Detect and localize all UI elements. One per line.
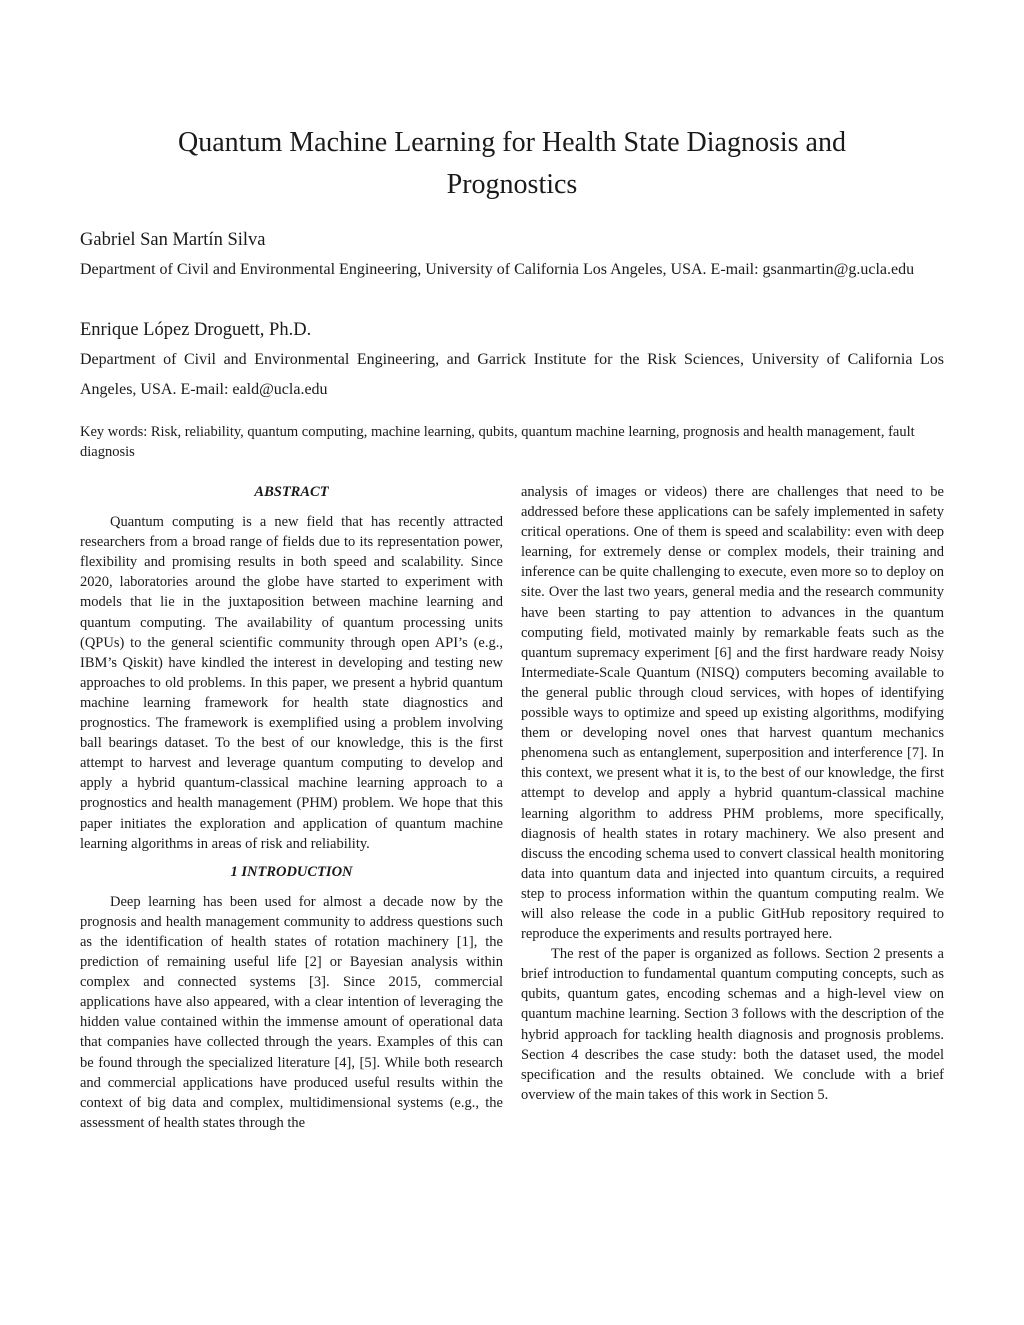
- author-name-1: Gabriel San Martín Silva: [80, 230, 266, 250]
- introduction-heading: 1 INTRODUCTION: [230, 863, 353, 880]
- abstract-heading: ABSTRACT: [254, 484, 329, 500]
- right-column: [521, 482, 944, 1105]
- author-affiliation-2: Department of Civil and Environmental Engineering, and Garrick Institute for the Risk Sciences, University of California Los Angeles, USA. E-mail: eald@ucla.edu: [80, 351, 944, 398]
- abstract-text: Quantum computing is a new field that has recently attracted researchers from a broad range of fields due to its representation power, flexibility and promising results in both speed and scalability. Since 2020, laboratories around the globe have started to experiment with models that lie in the juxtaposition between machine learning and quantum computing. The availability of quantum processing units (QPUs) to the general scientific community through open API’s (e.g., IBM’s Qiskit) have kindled the interest in developing and testing new approaches to old problems. In this paper, we present a hybrid quantum machine learning framework for health state diagnostics and prognostics. The framework is exemplified using a problem involving ball bearings dataset. To the best of our knowledge, this is the first attempt to harvest and leverage quantum computing to develop and apply a hybrid quantum-classical machine learning approach to a prognostics and health management (PHM) problem. We hope that this paper initiates the exploration and application of quantum machine learning algorithms in areas of risk and reliability.: [80, 514, 503, 852]
- introduction-paragraph-2: The rest of the paper is organized as follows. Section 2 presents a brief introduction to fundamental quantum computing concepts, such as qubits, quantum gates, encoding schemas and a high-level view on quantum machine learning. Section 3 follows with the description of the hybrid approach for tackling health diagnosis and prognosis problems. Section 4 describes the case study: both the dataset used, the model specification and the results obtained. We conclude with a brief overview of the main takes of this work in Section 5.: [521, 946, 944, 1103]
- author-affiliation-1: Department of Civil and Environmental Engineering, University of California Los Angeles, USA. E-mail: gsanmartin@g.ucla.edu: [80, 261, 915, 278]
- paper-title: Quantum Machine Learning for Health State Diagnosis and Prognostics: [178, 127, 846, 200]
- introduction-paragraph-1: Deep learning has been used for almost a decade now by the prognosis and health management community to address questions such as the identification of health states of rotation machinery [1], the prediction of remaining useful life [2] or Bayesian analysis within complex and connected systems [3]. Since 2015, commercial applications have also appeared, with a clear intention of leveraging the hidden value contained within the immense amount of operational data that companies have collected through the years. Examples of this can be found through the specialized literature [4], [5]. While both research and commercial applications have produced useful results within the context of big data and complex, multidimensional systems (e.g., the assessment of health states through the: [80, 893, 503, 1131]
- left-column: [80, 482, 503, 1133]
- author-name-2: Enrique López Droguett, Ph.D.: [80, 320, 312, 340]
- keywords: Key words: Risk, reliability, quantum computing, machine learning, qubits, quantum machine learning, prognosis and health management, fault diagnosis: [80, 424, 915, 460]
- introduction-paragraph-1-continued: analysis of images or videos) there are challenges that need to be addressed before these applications can be safely implemented in safety critical operations. One of them is speed and scalability: even with deep learning, for extremely dense or complex models, their training and inference can be quite challenging to execute, even more so to deploy on site. Over the last two years, general media and the research community have been starting to pay attention to advances in the quantum computing field, motivated mainly by remarkable feats such as the quantum supremacy experiment [6] and the first hardware ready Noisy Intermediate-Scale Quantum (NISQ) computers becoming available to the general public through cloud services, with hopes of identifying possible ways to optimize and speed up existing algorithms, modifying them or developing novel ones that harvest quantum mechanics phenomena such as entanglement, superposition and interference [7]. In this context, we present what it is, to the best of our knowledge, the first attempt to develop and apply a hybrid quantum-classical machine learning algorithm to address PHM problems, more specifically, diagnosis of health states in rotary machinery. We also present and discuss the encoding schema used to convert classical health monitoring data into quantum data and injected into quantum circuits, a required step to process information within the quantum computing realm. We will also release the code in a public GitHub repository required to reproduce the experiments and results portrayed here.: [521, 484, 944, 943]
